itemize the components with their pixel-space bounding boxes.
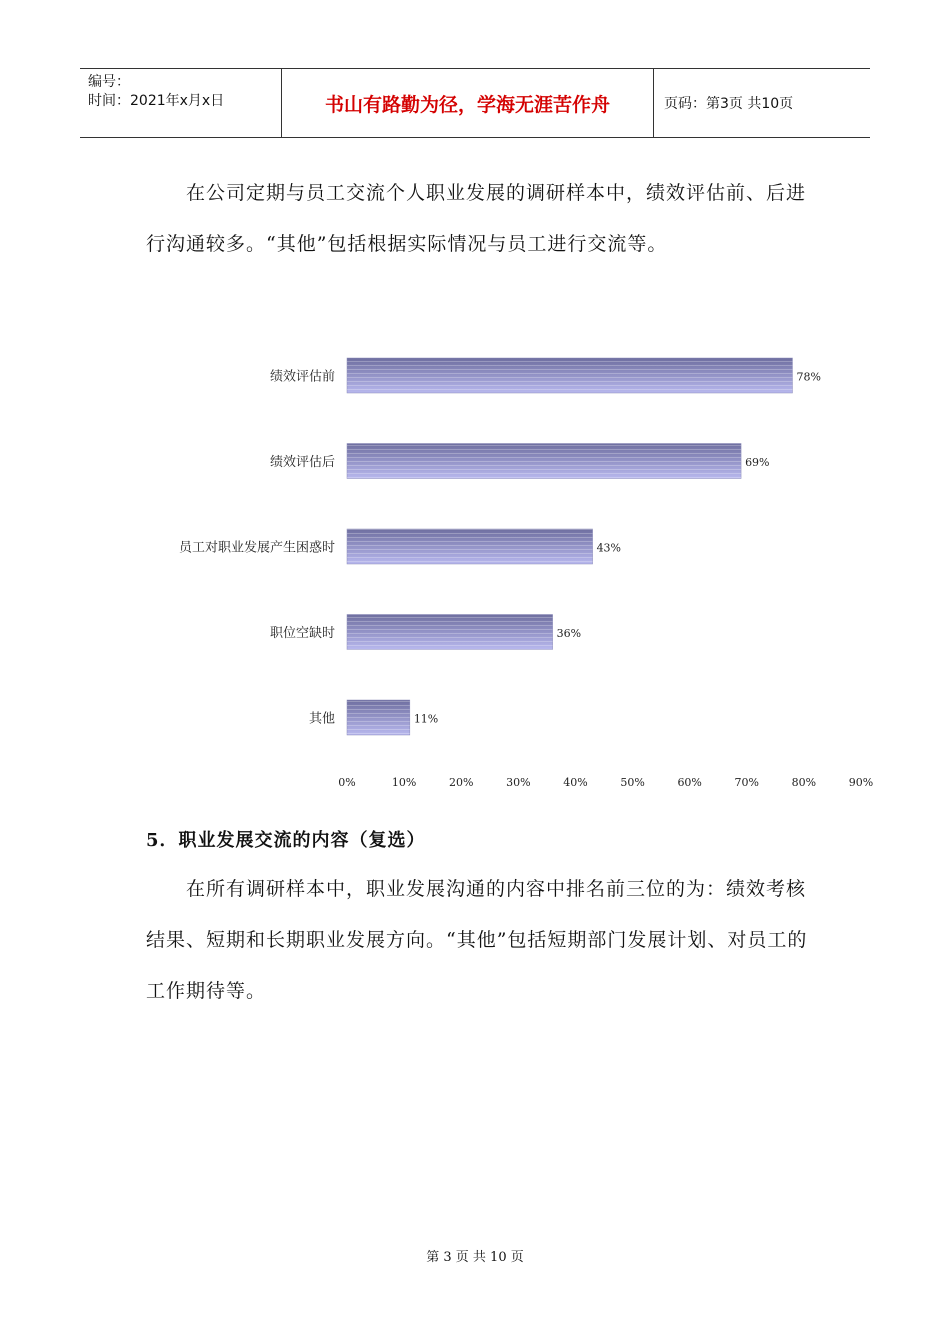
data-label: 69% <box>745 456 770 469</box>
bar-stripes <box>347 358 792 393</box>
bar-stripes <box>347 444 741 479</box>
bar-stripes <box>347 615 553 650</box>
data-label: 11% <box>413 712 439 726</box>
x-tick-label: 0% <box>338 776 356 789</box>
date-label: 时间：2021年x月x日 <box>88 93 225 109</box>
x-tick-label: 70% <box>734 776 760 789</box>
header-motto: 书山有路勤为径，学海无涯苦作舟 <box>282 69 654 137</box>
x-tick-label: 40% <box>563 776 588 789</box>
category-label: 员工对职业发展产生困惑时 <box>178 540 335 556</box>
x-tick-label: 90% <box>848 776 874 789</box>
data-label: 36% <box>556 627 582 640</box>
number-label: 编号： <box>88 74 130 90</box>
data-label: 78% <box>796 370 821 384</box>
x-tick-label: 10% <box>391 776 417 789</box>
header-meta <box>80 69 282 137</box>
category-label: 绩效评估后 <box>269 455 335 470</box>
data-label: 43% <box>596 541 622 555</box>
x-tick-label: 60% <box>677 776 702 789</box>
paragraph-intro: 在公司定期与员工交流个人职业发展的调研样本中，绩效评估前、后进行沟通较多。“其他”包括根据实际情况与员工进行交流等。 <box>146 182 807 255</box>
category-label: 职位空缺时 <box>269 626 335 641</box>
header-page-info: 页码：第3页 共10页 <box>664 96 794 112</box>
bar-stripes <box>347 529 593 564</box>
x-tick-label: 30% <box>506 776 531 789</box>
horizontal-bar-chart <box>140 345 900 805</box>
section-heading: 5．职业发展交流的内容（复选） <box>146 830 426 851</box>
page-footer: 第 3 页 共 10 页 <box>426 1250 524 1265</box>
category-label: 其他 <box>308 711 335 727</box>
x-tick-label: 20% <box>448 776 474 789</box>
x-tick-label: 50% <box>620 776 645 789</box>
category-label: 绩效评估前 <box>269 369 335 385</box>
x-tick-label: 80% <box>791 776 817 789</box>
paragraph-content: 在所有调研样本中，职业发展沟通的内容中排名前三位的为：绩效考核结果、短期和长期职业发展方向。“其他”包括短期部门发展计划、对员工的工作期待等。 <box>146 878 808 1002</box>
document-header <box>80 68 870 138</box>
bar-stripes <box>347 700 410 735</box>
